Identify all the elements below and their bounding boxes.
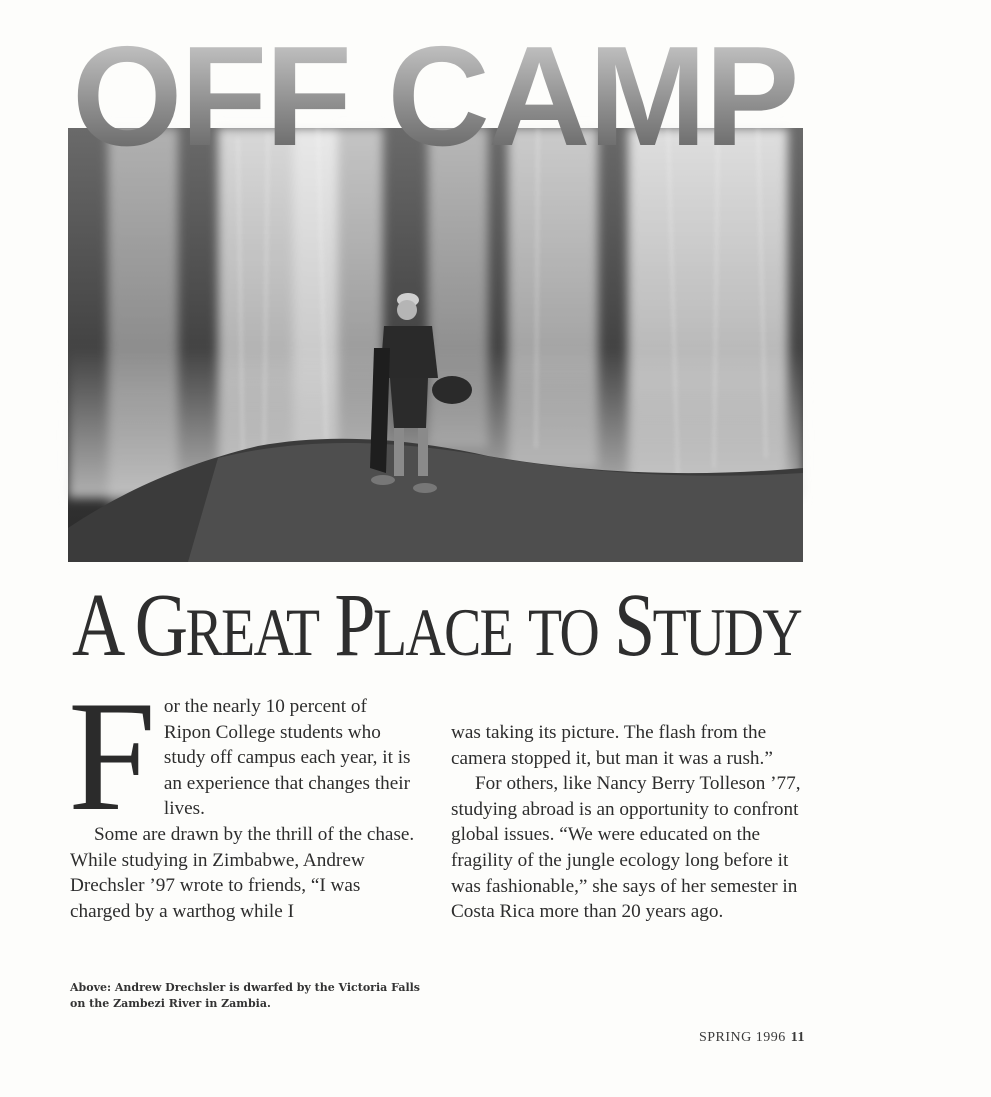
headline-initial: S <box>614 576 653 675</box>
headline-smallcaps: REAT <box>185 594 319 670</box>
paragraph-intro <box>68 669 416 844</box>
headline <box>72 576 801 680</box>
waterfall-illustration <box>68 128 803 562</box>
kicker-text: OFF CAMPUS <box>72 17 991 176</box>
page-footer <box>699 1030 805 1046</box>
kicker-title <box>72 17 991 176</box>
headline-initial: G <box>134 576 186 675</box>
headline-word: A <box>72 576 119 675</box>
issue-date: SPRING 1996 <box>698 1030 786 1045</box>
paragraph-global: For others, like Nancy Berry Tolleson ’77, studying abroad is an opportunity to confront global issues. “We were educated on the fragility of the jungle ecology long before it was fashionable,” she says of her semester in Costa Rica more than 20 years ago. <box>451 773 801 923</box>
headline-smallcaps: TUDY <box>652 594 801 670</box>
paragraph-continued: was taking its picture. The flash from the camera stopped it, but man it was a rush.” <box>451 722 773 769</box>
paragraph-thrill: Some are drawn by the thrill of the chase. While studying in Zimbabwe, Andrew Drechsler ’97 wrote to friends, “I was charged by a warthog while I <box>70 823 415 922</box>
article-column-left <box>68 669 416 924</box>
headline-smallcaps: LACE <box>373 594 513 670</box>
page-number: 11 <box>790 1030 805 1045</box>
paragraph-text: or the nearly 10 percent of Ripon College students who study off campus each year, it is an experience that changes their lives. <box>163 696 411 820</box>
headline-initial: P <box>334 576 374 675</box>
waterfall-photo <box>68 128 803 562</box>
photo-caption: Above: Andrew Drechsler is dwarfed by the Victoria Falls on the Zambezi River in Zambia. <box>70 981 420 1010</box>
article-column-right <box>451 720 811 925</box>
headline-smallcaps: TO <box>528 594 599 670</box>
drop-cap: F <box>68 669 156 844</box>
